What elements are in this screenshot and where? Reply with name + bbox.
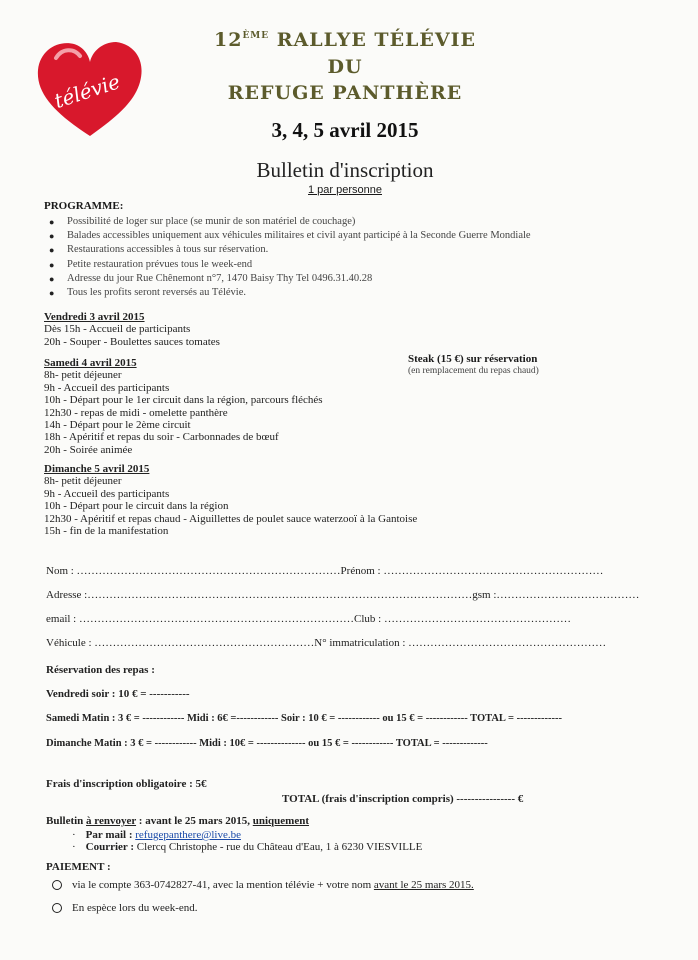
televie-heart-logo [34,36,146,140]
schedule-line: 20h - Souper - Boulettes sauces tomates [44,335,220,348]
form-title: Bulletin d'inscription [256,158,434,182]
radio-circle-icon[interactable] [52,903,62,913]
sunday-schedule [44,463,417,537]
list-item: ● Possibilité de loger sur place (se munir de son matériel de couchage) [49,216,356,227]
per-person-note: 1 par personne [308,184,382,196]
payment-option-bank[interactable]: via le compte 363-0742827-41, avec la mention télévie + votre nom avant le 25 mars 2015. [52,879,474,891]
return-by-post: · Courrier : Clercq Christophe - rue du Château d'Eau, 1 à 6230 VIESVILLE [72,841,423,853]
email-link[interactable]: refugepanthere@live.be [135,829,241,841]
list-item: ● Tous les profits seront reversés au Télévie. [49,286,246,298]
programme-list [46,215,606,300]
payment-option-cash[interactable]: En espèce lors du week-end. [52,902,198,914]
steak-note: (en remplacement du repas chaud) [408,366,539,376]
email-field[interactable]: email : …………………………………………………………………Club : …………………………………………… [46,613,571,625]
schedule-line: 20h - Soirée animée [44,443,133,456]
sunday-meal-field[interactable]: Dimanche Matin : 3 € = ------------ Midi : 10€ = -------------- ou 15 € = ------------ TOTAL = ------------- [46,738,488,749]
registration-fee: Frais d'inscription obligatoire : 5€ [46,778,207,790]
programme-heading: PROGRAMME: [44,200,124,212]
list-item: ● Petite restauration prévues tous le week-end [49,258,253,270]
day-title: Vendredi 3 avril 2015 [44,311,145,323]
vehicle-field[interactable]: Véhicule : ……………………………………………………N° immatriculation : ……………………………………………… [46,637,607,649]
header-title-line1: 12ÈME RALLYE TÉLÉVIE [213,29,477,51]
saturday-meal-field[interactable]: Samedi Matin : 3 € = ------------ Midi : 6€ =------------ Soir : 10 € = ------------ ou 15 € = ------------ TOTAL = ------------- [46,713,563,724]
logo-text: télévie [51,69,123,114]
day-title: Samedi 4 avril 2015 [44,357,137,369]
friday-meal-field[interactable]: Vendredi soir : 10 € = ----------- [46,688,190,700]
schedule-line: 9h - Accueil des participants [44,487,170,500]
schedule-line: 12h30 - Apéritif et repas chaud - Aiguillettes de poulet sauce waterzooï à la Gantoise [44,512,418,525]
payment-heading: PAIEMENT : [46,861,111,873]
schedule-line: 10h - Départ pour le circuit dans la région [44,500,229,513]
schedule-line: Dès 15h - Accueil de participants [44,323,191,336]
event-dates: 3, 4, 5 avril 2015 [271,118,419,142]
schedule-line: 8h- petit déjeuner [44,475,122,488]
list-item: ● Adresse du jour Rue Chênemont n°7, 1470 Baisy Thy Tel 0496.31.40.28 [49,272,373,284]
header-title-line3: REFUGE PANTHÈRE [227,82,463,104]
schedule-line: 8h- petit déjeuner [44,369,122,382]
schedule-line: 10h - Départ pour le 1er circuit dans la région, parcours fléchés [44,394,323,407]
address-field[interactable]: Adresse :……………………………………………………………………………………………gsm :………………………………… [46,589,640,601]
schedule-line: 15h - fin de la manifestation [44,525,169,538]
saturday-schedule [44,357,323,456]
list-item: ● Balades accessibles uniquement aux véhicules militaires et civil ayant participé à la Seconde Guerre Mondiale [49,230,531,242]
schedule-line: 9h - Accueil des participants [44,381,170,394]
return-deadline: Bulletin à renvoyer : avant le 25 mars 2015, uniquement [46,815,310,827]
schedule-line: 14h - Départ pour le 2ème circuit [44,419,191,432]
schedule-line: 12h30 - repas de midi - omelette panthère [44,406,228,419]
schedule-line: 18h - Apéritif et repas du soir - Carbonnades de bœuf [44,431,279,444]
list-item: ● Restaurations accessibles à tous sur réservation. [49,244,269,256]
day-title: Dimanche 5 avril 2015 [44,463,150,475]
return-by-mail: · Par mail : refugepanthere@live.be [72,829,241,841]
steak-option: Steak (15 €) sur réservation [408,353,538,365]
total-field[interactable]: TOTAL (frais d'inscription compris) ---------------- € [282,793,524,805]
friday-schedule [44,311,220,348]
meal-reservation-heading: Réservation des repas : [46,664,155,676]
header-title-line2: DU [327,56,363,78]
name-field[interactable]: Nom : ………………………………………………………………Prénom : …………………………………………………… [46,565,604,577]
radio-circle-icon[interactable] [52,880,62,890]
